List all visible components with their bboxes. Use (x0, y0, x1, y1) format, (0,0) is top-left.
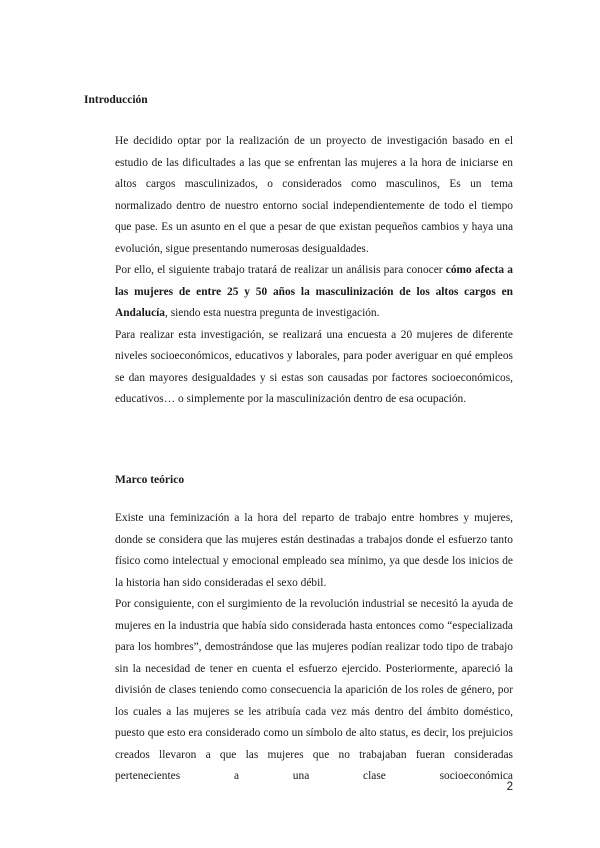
page-number: 2 (506, 781, 513, 793)
intro-paragraph-2-end: , siendo esta nuestra pregunta de investigación. (165, 307, 380, 319)
heading-introduccion: Introducción (84, 94, 148, 106)
research-question: cómo afecta a las mujeres de entre 25 y 50 años la masculinización de los altos cargos en Andalucía (115, 264, 513, 319)
marco-paragraph-1: Existe una feminización a la hora del reparto de trabajo entre hombres y mujeres, donde se considera que las mujeres están destinadas a trabajos donde el esfuerzo tanto físico como intelectual y emocional empleado sea mínimo, ya que desde los inicios de la historia han sido consideradas el sexo débil. (115, 512, 513, 589)
intro-paragraph-2-start: Por ello, el siguiente trabajo tratará de realizar un análisis para conocer (115, 264, 446, 276)
marco-teorico-section (115, 508, 513, 788)
intro-paragraph-3: Para realizar esta investigación, se realizará una encuesta a 20 mujeres de diferente niveles socioeconómicos, educativos y laborales, para poder averiguar en qué empleos se dan mayores desigualdades y si estas son causadas por factores socioeconómicos, educativos… o simplemente por la masculinización dentro de esa ocupación. (115, 328, 513, 405)
intro-paragraph-1: He decidido optar por la realización de un proyecto de investigación basado en el estudio de las dificultades a las que se enfrentan las mujeres a la hora de iniciarse en altos cargos masculinizados, o considerados como masculinos, Es un tema normalizado dentro de nuestro entorno social independientemente de todo el tiempo que pase. Es un asunto en el que a pesar de que existan pequeños cambios y haya una evolución, sigue presentando numerosas desigualdades. (115, 135, 513, 255)
marco-paragraph-2: Por consiguiente, con el surgimiento de la revolución industrial se necesitó la ayuda de mujeres en la industria que había sido considerada hasta entonces como “especializada para los hombres”, demostrándose que las mujeres podían realizar todo tipo de trabajo sin la necesidad de tener en cuenta el esfuerzo ejercido. Posteriormente, apareció la división de clases teniendo como consecuencia la aparición de los roles de género, por los cuales a las mujeres se les atribuía cada vez más dentro del ámbito doméstico, puesto que esto era considerado como un símbolo de alto status, es decir, los prejuicios creados llevaron a que las mujeres que no trabajaban fueran consideradas pertenecientes a una clase socioeconómica (115, 598, 513, 782)
heading-marco-teorico: Marco teórico (115, 474, 185, 486)
intro-paragraph-2 (115, 260, 513, 325)
introduccion-section (115, 131, 513, 411)
